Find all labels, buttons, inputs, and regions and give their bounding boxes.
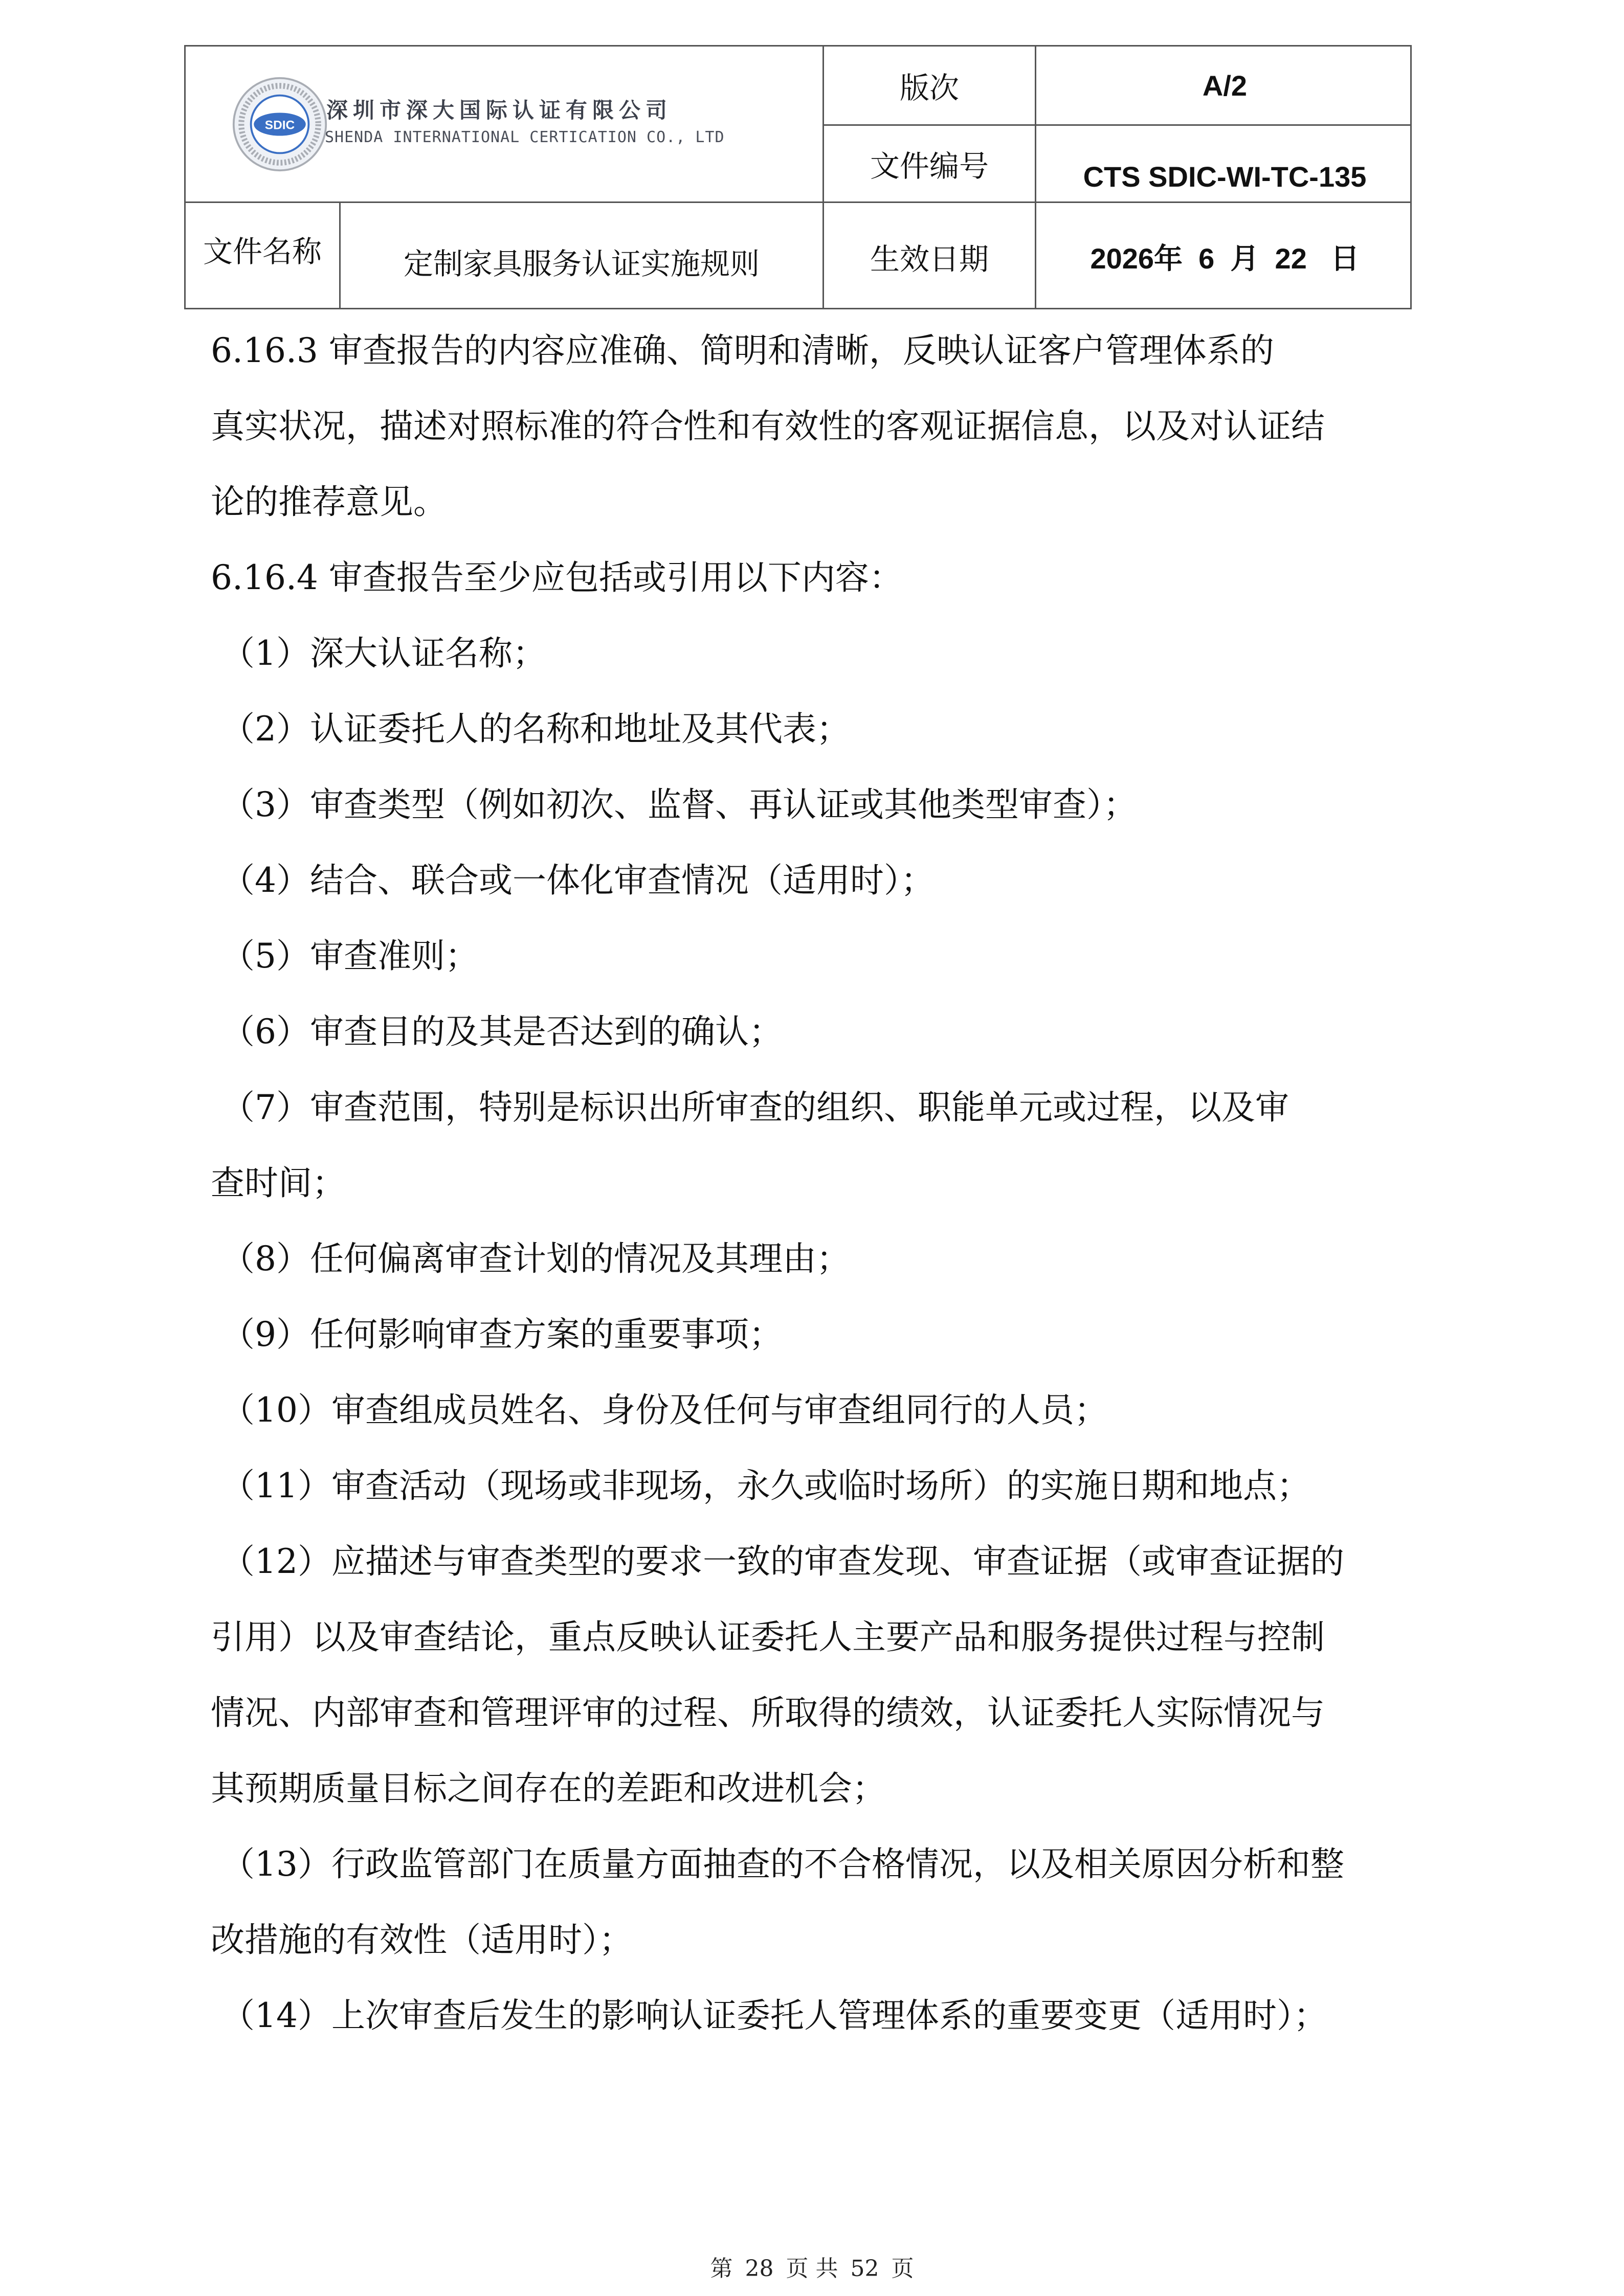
list-item: （2）认证委托人的名称和地址及其代表； xyxy=(221,709,850,749)
list-item: （11）审查活动（现场或非现场，永久或临时场所）的实施日期和地点； xyxy=(221,1466,1310,1505)
current-page: 28 xyxy=(745,2256,774,2282)
text-line: 查时间； xyxy=(211,1163,346,1203)
text-line: 引用）以及审查结论，重点反映认证委托人主要产品和服务提供过程与控制 xyxy=(211,1617,1325,1657)
text-line: 情况、内部审查和管理评审的过程、所取得的绩效，认证委托人实际情况与 xyxy=(211,1693,1325,1732)
text-line: 其预期质量目标之间存在的差距和改进机会； xyxy=(211,1769,886,1808)
list-item: （13）行政监管部门在质量方面抽查的不合格情况，以及相关原因分析和整 xyxy=(221,1844,1344,1884)
docno-label: 文件编号 xyxy=(870,149,989,184)
company-logo-cell xyxy=(186,47,822,201)
company-seal-icon xyxy=(232,76,328,172)
company-name-cn: 深圳市深大国际认证有限公司 xyxy=(326,98,673,123)
date-value: 2026年 6 月 22 日 xyxy=(1090,242,1360,275)
text-line: 6.16.3 审查报告的内容应准确、简明和清晰，反映认证客户管理体系的 xyxy=(211,331,1274,370)
list-item: （6）审查目的及其是否达到的确认； xyxy=(221,1012,783,1051)
list-item: （7）审查范围，特别是标识出所审查的组织、职能单元或过程，以及审 xyxy=(221,1088,1289,1127)
text-line: 改措施的有效性（适用时）； xyxy=(211,1920,633,1960)
document-header-table xyxy=(184,45,1412,309)
page-number-footer xyxy=(0,2250,1624,2283)
logo-text: SDIC xyxy=(264,118,295,132)
text-line: 真实状况，描述对照标准的符合性和有效性的客观证据信息，以及对认证结 xyxy=(211,407,1325,446)
version-label: 版次 xyxy=(899,71,959,105)
name-label: 文件名称 xyxy=(203,234,322,269)
text-line: 6.16.4 审查报告至少应包括或引用以下内容： xyxy=(211,558,903,597)
list-item: （14）上次审查后发生的影响认证委托人管理体系的重要变更（适用时）； xyxy=(221,1996,1327,2035)
document-body xyxy=(211,313,1438,2054)
version-value: A/2 xyxy=(1202,69,1248,102)
date-label: 生效日期 xyxy=(870,242,989,277)
list-item: （10）审查组成员姓名、身份及任何与审查组同行的人员； xyxy=(221,1390,1108,1430)
list-item: （4）结合、联合或一体化审查情况（适用时）； xyxy=(221,861,935,900)
docno-value: CTS SDIC-WI-TC-135 xyxy=(1083,160,1367,193)
company-name-en: SHENDA INTERNATIONAL CERTICATION CO., LTD xyxy=(325,128,725,146)
total-pages: 52 xyxy=(850,2256,879,2282)
name-value: 定制家具服务认证实施规则 xyxy=(403,246,760,281)
list-item: （9）任何影响审查方案的重要事项； xyxy=(221,1315,783,1354)
list-item: （5）审查准则； xyxy=(221,936,479,976)
list-item: （3）审查类型（例如初次、监督、再认证或其他类型审查）； xyxy=(221,785,1137,824)
footer-suffix: 页 xyxy=(891,2256,914,2282)
text-line: 论的推荐意见。 xyxy=(211,482,447,522)
list-item: （12）应描述与审查类型的要求一致的审查发现、审查证据（或审查证据的 xyxy=(221,1542,1344,1581)
list-item: （8）任何偏离审查计划的情况及其理由； xyxy=(221,1239,850,1278)
footer-prefix: 第 xyxy=(710,2256,733,2282)
footer-middle: 页 共 xyxy=(786,2256,838,2282)
list-item: （1）深大认证名称； xyxy=(221,634,546,673)
